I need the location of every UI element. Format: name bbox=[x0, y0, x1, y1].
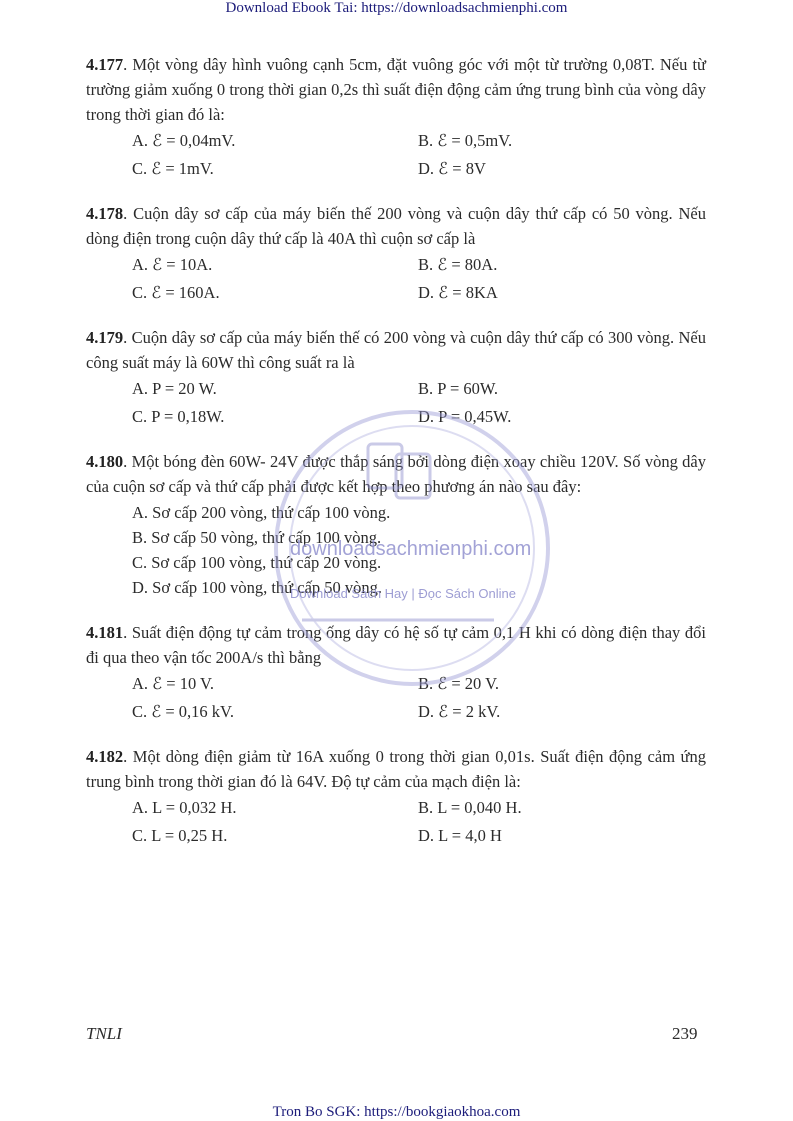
question-text bbox=[86, 201, 706, 251]
problem-4-178 bbox=[86, 201, 706, 305]
problem-body: . Cuộn dây sơ cấp của máy biến thế 200 vòng và cuộn dây thứ cấp có 50 vòng. Nếu dòng điện trong cuộn dây thứ cấp là 40A thì cuộn sơ cấp là bbox=[86, 204, 706, 248]
option-a: A. L = 0,032 H. bbox=[132, 798, 237, 817]
option-b: B. ℰ = 0,5mV. bbox=[418, 131, 513, 150]
watermark-site-name: downloadsachmienphi.com bbox=[290, 538, 532, 560]
option-a: A. P = 20 W. bbox=[132, 379, 217, 398]
option-c: C. ℰ = 1mV. bbox=[132, 159, 214, 178]
page-number: 239 bbox=[672, 1024, 698, 1043]
problem-4-182 bbox=[86, 744, 706, 848]
answer-options bbox=[132, 253, 706, 305]
problem-number: 4.180 bbox=[86, 452, 124, 471]
option-b: B. ℰ = 80A. bbox=[418, 255, 498, 274]
problem-body: . Một bóng đèn 60W- 24V được thắp sáng bởi dòng điện xoay chiều 120V. Số vòng dây của cuộn sơ cấp và thứ cấp phải được kết hợp theo phương án nào sau đây: bbox=[86, 452, 706, 496]
question-text bbox=[86, 620, 706, 670]
answer-options bbox=[132, 377, 706, 429]
option-b: B. P = 60W. bbox=[418, 379, 499, 398]
option-b: B. Sơ cấp 50 vòng, thứ cấp 100 vòng. bbox=[132, 528, 382, 547]
top-download-banner[interactable]: Download Ebook Tai: https://downloadsachmienphi.com bbox=[225, 0, 568, 16]
problem-number: 4.179 bbox=[86, 328, 124, 347]
option-c: C. ℰ = 0,16 kV. bbox=[132, 702, 234, 721]
option-d: D. P = 0,45W. bbox=[418, 407, 512, 426]
problem-4-181 bbox=[86, 620, 706, 724]
watermark-slogan: Download Sách Hay | Đọc Sách Online bbox=[290, 586, 516, 601]
problem-4-180 bbox=[86, 449, 706, 600]
question-text bbox=[86, 325, 706, 375]
option-b: B. ℰ = 20 V. bbox=[418, 674, 500, 693]
option-d: D. ℰ = 2 kV. bbox=[418, 702, 501, 721]
problem-number: 4.181 bbox=[86, 623, 124, 642]
problem-body: . Cuộn dây sơ cấp của máy biến thế có 200 vòng và cuộn dây thứ cấp có 300 vòng. Nếu công suất máy là 60W thì công suất ra là bbox=[86, 328, 706, 372]
answer-options bbox=[132, 796, 706, 848]
option-a: A. ℰ = 10 V. bbox=[132, 674, 214, 693]
footer-series-label: TNLI bbox=[86, 1024, 122, 1043]
option-c: C. P = 0,18W. bbox=[132, 407, 225, 426]
problem-number: 4.182 bbox=[86, 747, 124, 766]
option-b: B. L = 0,040 H. bbox=[418, 798, 522, 817]
answer-options bbox=[132, 672, 706, 724]
option-c: C. Sơ cấp 100 vòng, thứ cấp 20 vòng. bbox=[132, 553, 382, 572]
problem-4-179 bbox=[86, 325, 706, 429]
question-text bbox=[86, 744, 706, 794]
option-c: C. ℰ = 160A. bbox=[132, 283, 220, 302]
page-content bbox=[86, 52, 706, 868]
option-d: D. ℰ = 8KA bbox=[418, 283, 498, 302]
option-a: A. ℰ = 0,04mV. bbox=[132, 131, 236, 150]
problem-body: . Một dòng điện giảm từ 16A xuống 0 trong thời gian 0,01s. Suất điện động cảm ứng trung bình trong thời gian đó là 64V. Độ tự cảm của mạch điện là: bbox=[86, 747, 706, 791]
bottom-textbook-banner[interactable]: Tron Bo SGK: https://bookgiaokhoa.com bbox=[272, 1104, 521, 1120]
answer-options bbox=[132, 129, 706, 181]
option-d: D. ℰ = 8V bbox=[418, 159, 486, 178]
problem-number: 4.178 bbox=[86, 204, 124, 223]
option-d: D. L = 4,0 H bbox=[418, 826, 502, 845]
option-a: A. Sơ cấp 200 vòng, thứ cấp 100 vòng. bbox=[132, 503, 391, 522]
option-c: C. L = 0,25 H. bbox=[132, 826, 228, 845]
question-text bbox=[86, 52, 706, 127]
problem-body: . Một vòng dây hình vuông cạnh 5cm, đặt vuông góc với một từ trường 0,08T. Nếu từ trường giảm xuống 0 trong thời gian 0,2s thì suất điện động cảm ứng trung bình của vòng dây trong thời gian đó là: bbox=[86, 55, 706, 124]
option-a: A. ℰ = 10A. bbox=[132, 255, 213, 274]
question-text bbox=[86, 449, 706, 499]
problem-body: . Suất điện động tự cảm trong ống dây có hệ số tự cảm 0,1 H khi có dòng điện thay đổi đi qua theo vận tốc 200A/s thì bằng bbox=[86, 623, 706, 667]
option-d: D. Sơ cấp 100 vòng, thứ cấp 50 vòng. bbox=[132, 578, 383, 597]
problem-number: 4.177 bbox=[86, 55, 124, 74]
problem-4-177 bbox=[86, 52, 706, 181]
